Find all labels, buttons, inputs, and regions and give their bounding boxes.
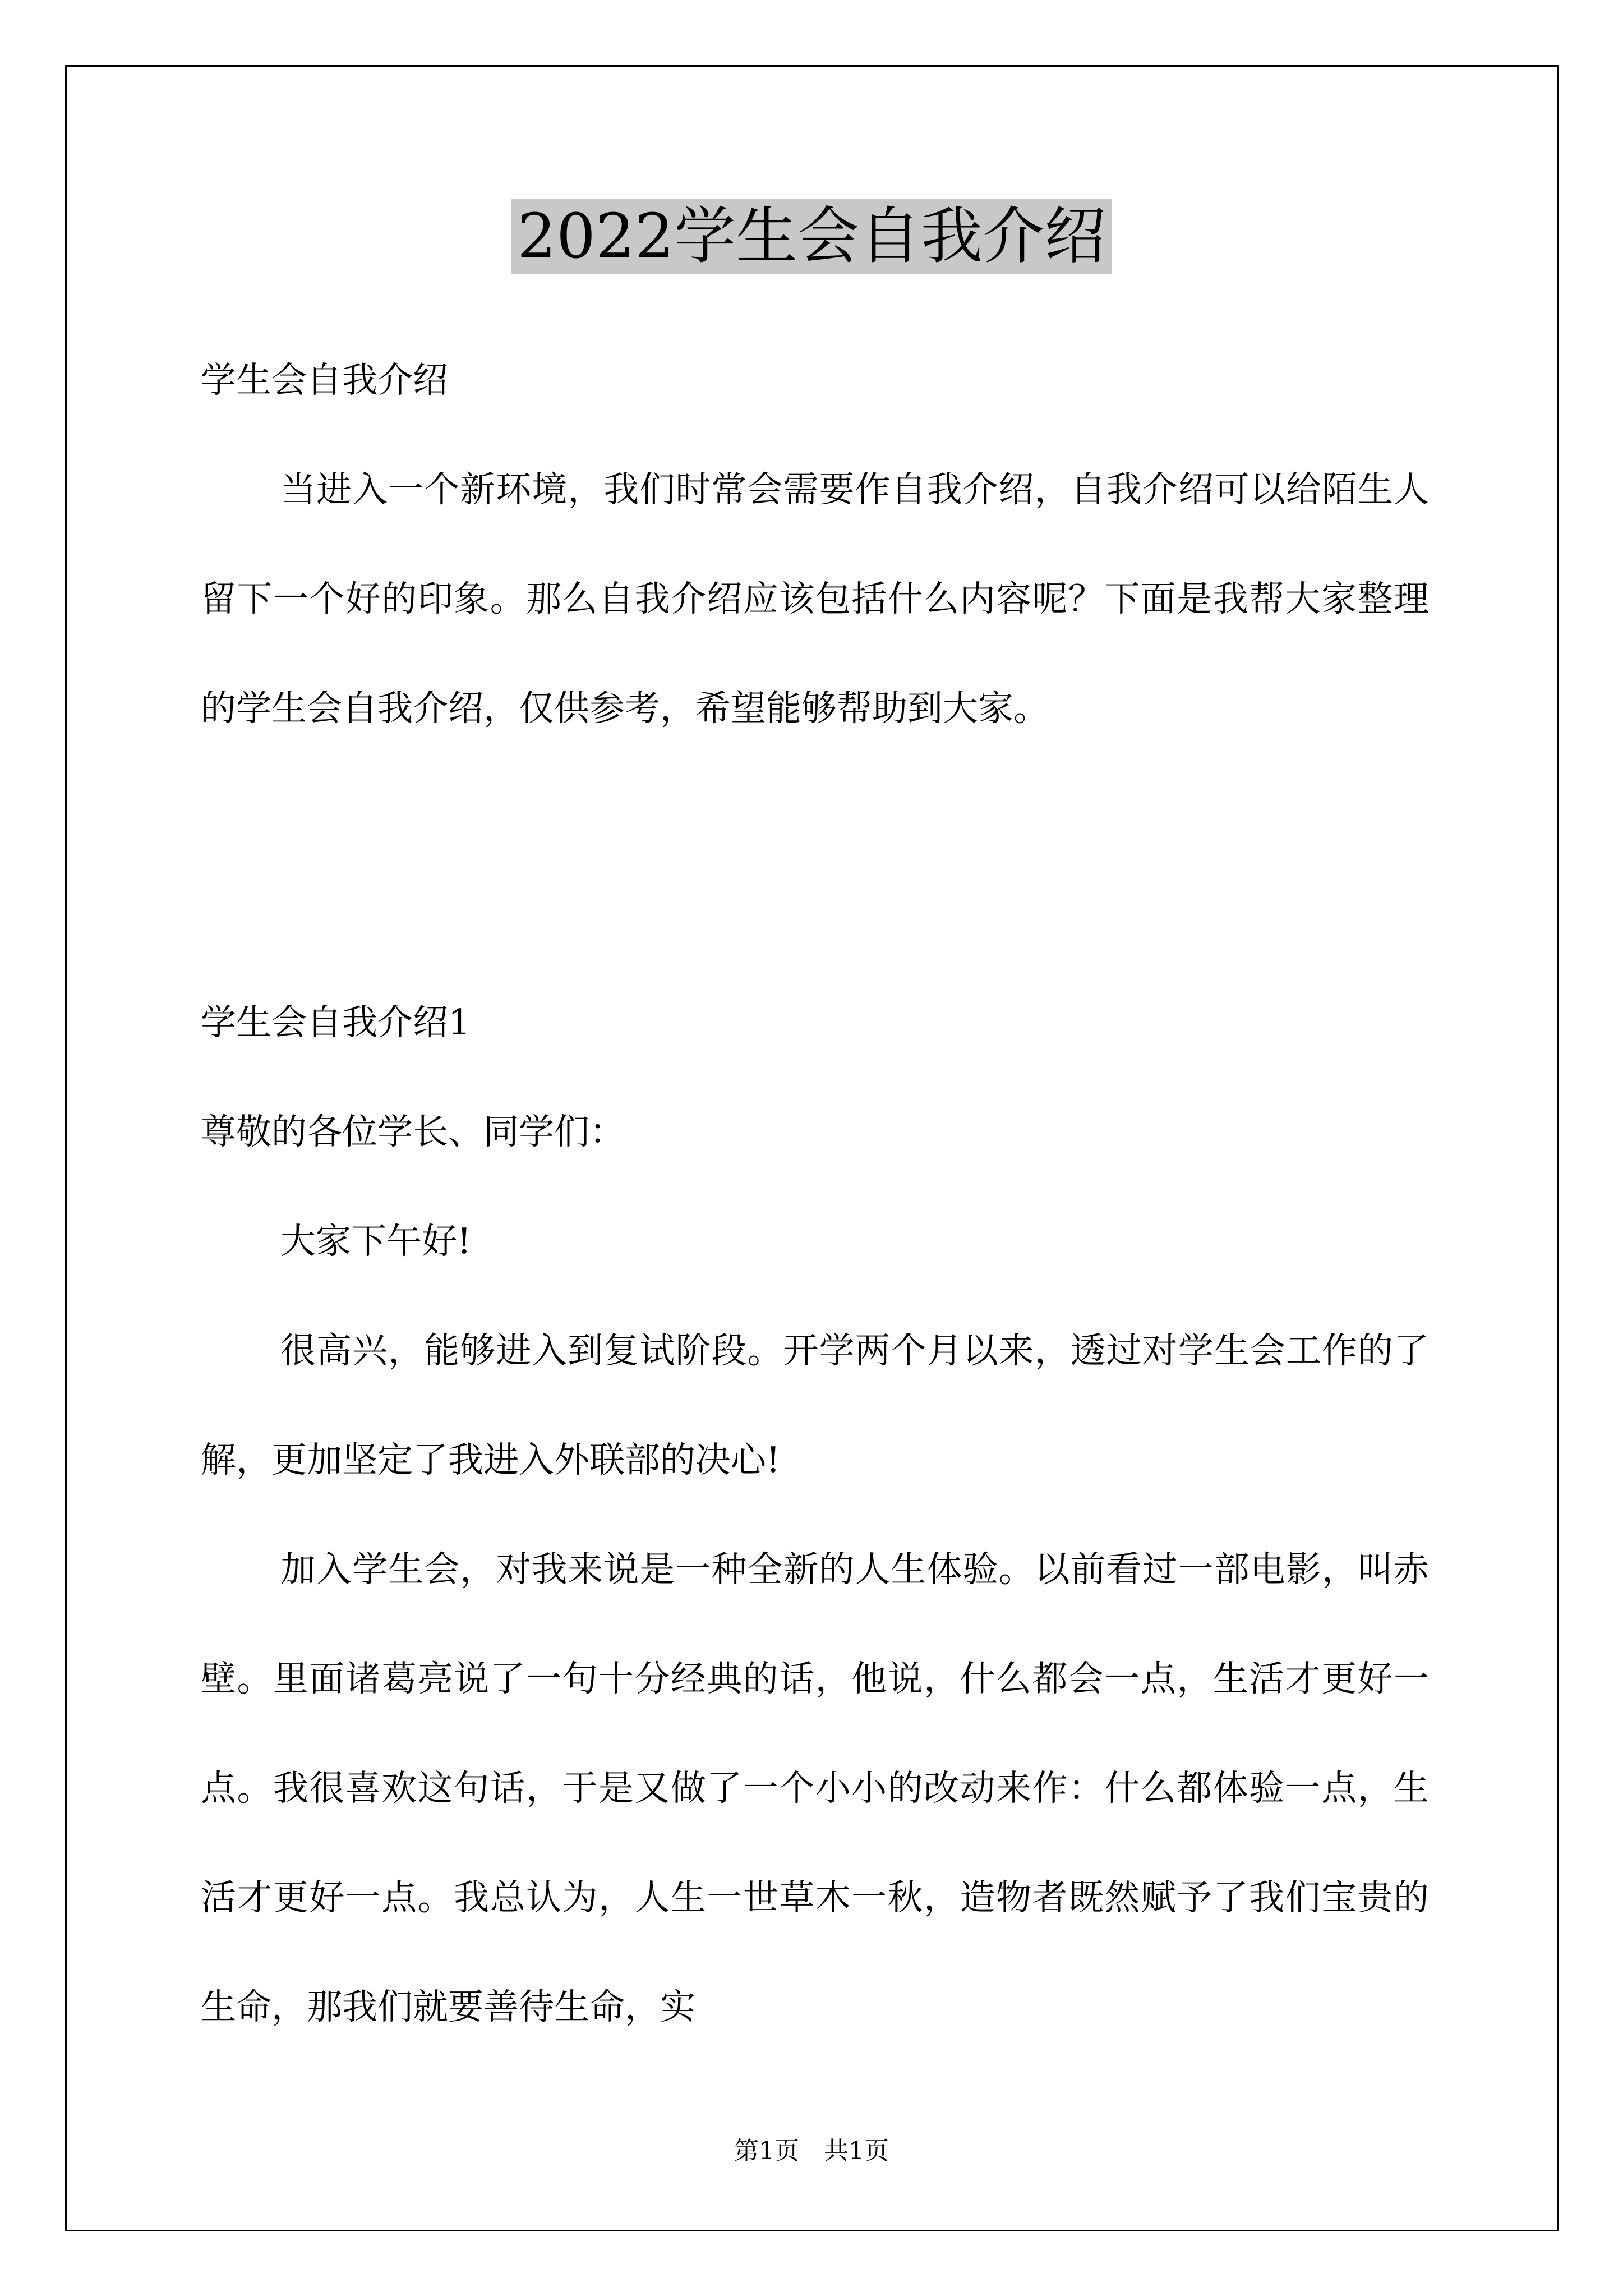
salutation: 尊敬的各位学长、同学们：: [201, 1111, 625, 1152]
intro-paragraph: 当进入一个新环境，我们时常会需要作自我介绍，自我介绍可以给陌生人留下一个好的印象。那么自我介绍应该包括什么内容呢？下面是我帮大家整理的学生会自我介绍，仅供参考，希望能够帮助到大家。: [201, 469, 1429, 729]
greeting: 大家下午好!: [280, 1221, 472, 1262]
page-number: 第1页 共1页: [734, 2137, 889, 2165]
section-heading: 学生会自我介绍1: [201, 1002, 471, 1043]
body-paragraph-2: 加入学生会，对我来说是一种全新的人生体验。以前看过一部电影，叫赤壁。里面诸葛亮说了一句十分经典的话，他说，什么都会一点，生活才更好一点。我很喜欢这句话，于是又做了一个小小的改动来作：什么都体验一点，生活才更好一点。我总认为，人生一世草木一秋，造物者既然赋予了我们宝贵的生命，那我们就要善待生命，实: [201, 1549, 1429, 2027]
subtitle: 学生会自我介绍: [201, 360, 448, 401]
body-paragraph-1: 很高兴，能够进入到复试阶段。开学两个月以来，透过对学生会工作的了解，更加坚定了我进入外联部的决心!: [201, 1330, 1429, 1480]
document-title: 2022学生会自我介绍: [511, 199, 1112, 274]
